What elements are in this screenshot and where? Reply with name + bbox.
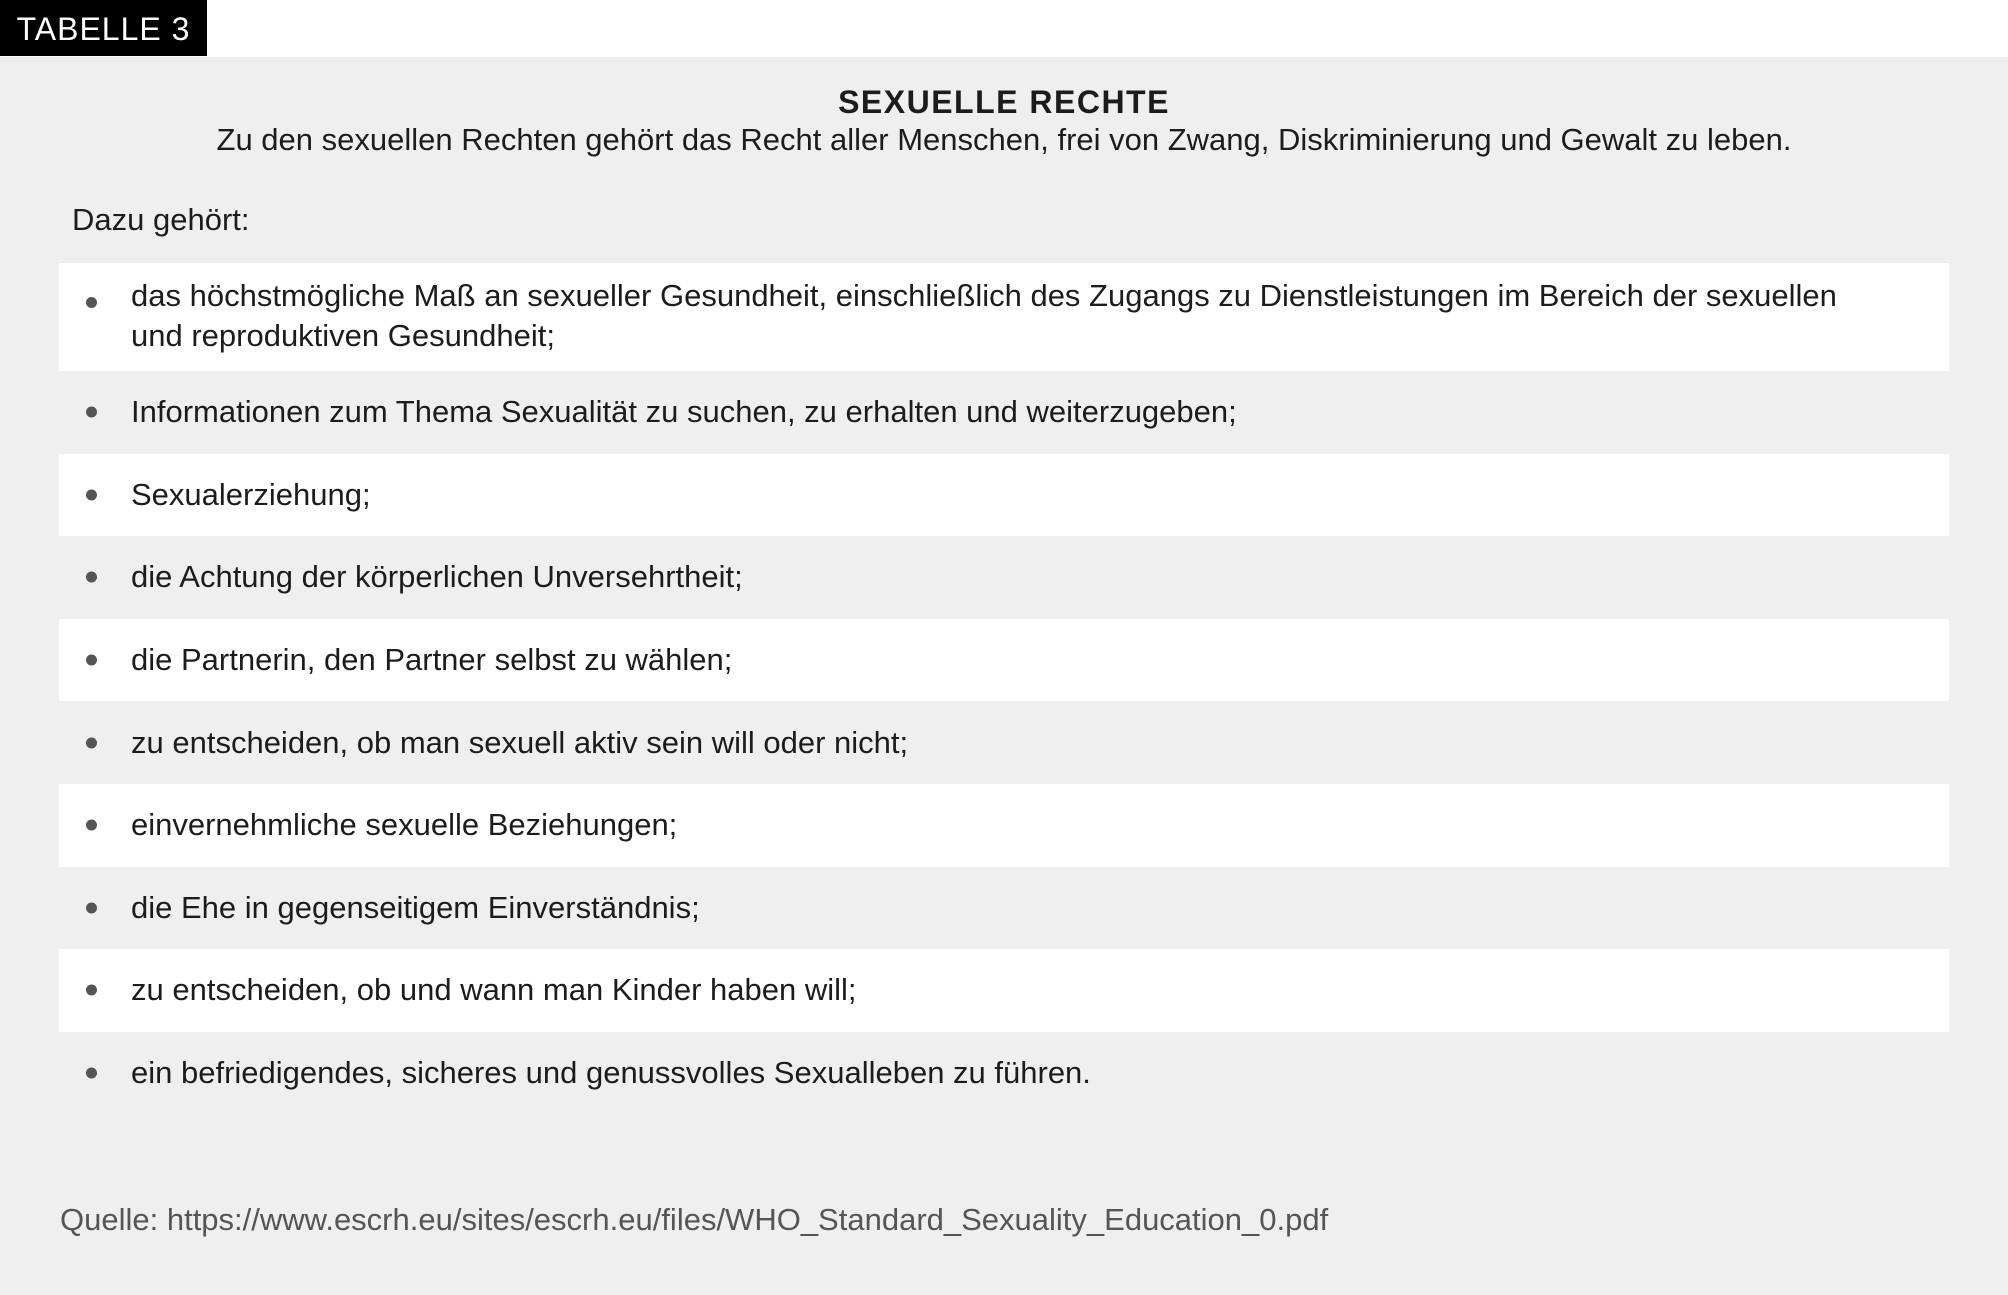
bullet-icon <box>86 985 97 996</box>
bullet-icon <box>86 297 97 308</box>
list-item <box>59 536 1949 619</box>
list-item <box>59 867 1949 950</box>
bullet-icon <box>86 1068 97 1079</box>
list-item-text: die Ehe in gegenseitigem Einverständnis; <box>131 889 700 925</box>
source-citation: Quelle: https://www.escrh.eu/sites/escrh.eu/files/WHO_Standard_Sexuality_Education_0.pdf <box>60 1202 1329 1237</box>
table-title: SEXUELLE RECHTE <box>838 84 1170 120</box>
bullet-icon <box>86 902 97 913</box>
bullet-icon <box>86 407 97 418</box>
list-item-text: zu entscheiden, ob man sexuell aktiv sein will oder nicht; <box>131 724 909 760</box>
list-item <box>59 619 1949 702</box>
list-item-text: die Partnerin, den Partner selbst zu wählen; <box>131 642 733 678</box>
list-item-text: die Achtung der körperlichen Unversehrtheit; <box>131 559 743 595</box>
intro-text: Dazu gehört: <box>72 202 250 237</box>
list-item-text: Sexualerziehung; <box>131 476 371 512</box>
list-item <box>59 1032 1949 1115</box>
list-item <box>59 784 1949 867</box>
bullet-icon <box>86 572 97 583</box>
bullet-icon <box>86 737 97 748</box>
table-label: TABELLE 3 <box>0 0 207 56</box>
list-item <box>59 454 1949 537</box>
list-item <box>59 949 1949 1032</box>
list-item-text: einvernehmliche sexuelle Beziehungen; <box>131 807 678 843</box>
list-item <box>59 263 1949 371</box>
bullet-icon <box>86 655 97 666</box>
list-item <box>59 371 1949 454</box>
list-item <box>59 701 1949 784</box>
list-item-text: Informationen zum Thema Sexualität zu suchen, zu erhalten und weiterzugeben; <box>131 394 1237 430</box>
list-item-text: ein befriedigendes, sicheres und genussvolles Sexualleben zu führen. <box>131 1055 1091 1091</box>
list-item-text: das höchstmögliche Maß an sexueller Gesundheit, einschließlich des Zugangs zu Dienstleistungen im Bereich der sexuellen und reproduktiven Gesundheit; <box>131 278 1837 353</box>
table-subtitle: Zu den sexuellen Rechten gehört das Recht aller Menschen, frei von Zwang, Diskriminierung und Gewalt zu leben. <box>216 122 1792 157</box>
rights-list <box>59 263 1949 1114</box>
bullet-icon <box>86 489 97 500</box>
list-item-text: zu entscheiden, ob und wann man Kinder haben will; <box>131 972 857 1008</box>
bullet-icon <box>86 820 97 831</box>
